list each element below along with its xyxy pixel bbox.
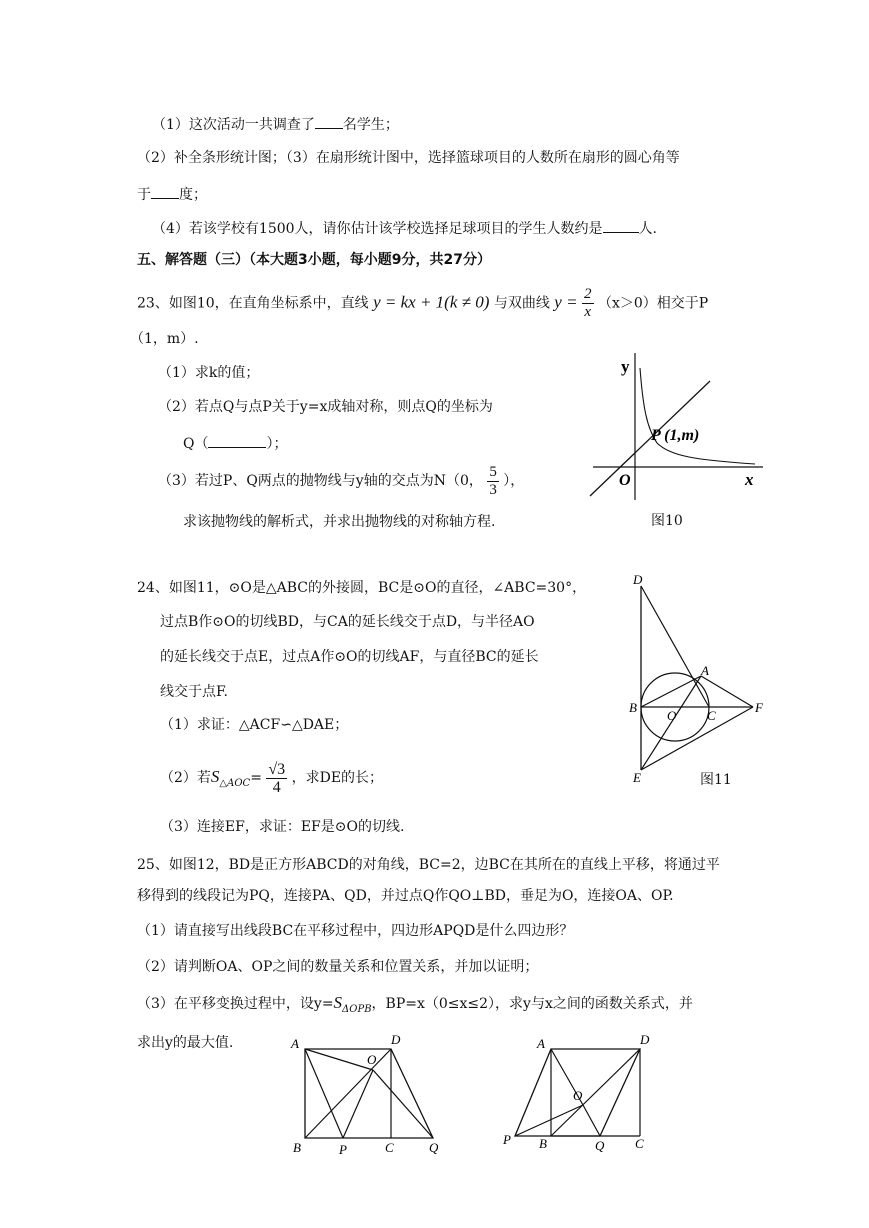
fraction-denominator: 3 xyxy=(489,481,497,498)
p25-line1: 25、如图12，BD是正方形ABCD的对角线，BC=2，边BC在其所在的直线上平移，将通过平 xyxy=(137,857,720,873)
point-c-label: C xyxy=(707,708,716,723)
q22-part4-text: （4）若该学校有1500人，请你估计该学校选择足球项目的学生人数约是 xyxy=(152,221,603,237)
p23-part3 xyxy=(158,462,524,500)
line-ap xyxy=(305,1049,343,1138)
line-ao xyxy=(305,1049,373,1070)
point-e-label: E xyxy=(633,770,641,785)
figure-11 xyxy=(625,570,770,788)
point-a-label: A xyxy=(537,1036,545,1051)
answer-blank xyxy=(603,218,639,233)
answer-blank xyxy=(151,184,179,199)
point-a-label: A xyxy=(701,663,709,678)
line-ea xyxy=(641,676,701,770)
point-c-label: C xyxy=(635,1136,644,1151)
q22-part4-tail: 人. xyxy=(638,221,657,237)
point-o-label: O xyxy=(367,1052,377,1067)
p25-part3-text: （3）在平移变换过程中，设y= xyxy=(137,996,334,1012)
p25-line2: 移得到的线段记为PQ，连接PA、QD，并过点Q作QO⊥BD，垂足为O，连接OA、OP. xyxy=(137,888,674,904)
x-axis-label: x xyxy=(745,470,754,489)
p25-part3 xyxy=(137,994,693,1019)
y-axis-label: y xyxy=(621,357,630,376)
q22-part4 xyxy=(152,218,657,238)
p23-part2-answer xyxy=(183,433,287,453)
p25-part2: （2）请判断OA、OP之间的数量关系和位置关系，并加以证明； xyxy=(137,959,539,975)
point-d-label: D xyxy=(633,572,643,587)
fraction-denominator: 4 xyxy=(272,778,281,796)
q22-part3-cont xyxy=(137,184,207,204)
p23-intro xyxy=(137,286,708,322)
point-p-label: P xyxy=(503,1132,511,1147)
figure-12-left xyxy=(285,1028,445,1160)
point-a-label: A xyxy=(291,1036,299,1051)
fraction-numerator: 5 xyxy=(489,463,497,480)
p24-line1: 24、如图11，⊙O是△ABC的外接圆，BC是⊙O的直径，∠ABC=30°， xyxy=(137,580,587,596)
point-q-label: Q xyxy=(429,1140,439,1155)
q22-part2-3: （2）补全条形统计图；（3）在扇形统计图中，选择篮球项目的人数所在扇形的圆心角等 xyxy=(137,150,680,166)
p23-part2: （2）若点Q与点P关于y=x成轴对称，则点Q的坐标为 xyxy=(158,399,493,415)
p24-part2 xyxy=(160,756,383,798)
q22-part3-cont-text: 于 xyxy=(137,187,151,203)
line-equation: y = kx + 1(k ≠ 0) xyxy=(373,292,490,312)
hyperbola-fraction xyxy=(582,286,594,321)
p23-part1: （1）求k的值； xyxy=(158,365,260,381)
p24-part3: （3）连接EF，求证：EF是⊙O的切线. xyxy=(160,819,405,835)
point-p-label: P xyxy=(339,1142,347,1157)
line-oq xyxy=(583,1105,600,1136)
point-o-label: O xyxy=(667,708,677,723)
p24-part1: （1）求证：△ACF∽△DAE； xyxy=(160,717,349,733)
line-op xyxy=(343,1070,373,1138)
area-symbol: S xyxy=(210,767,220,786)
hyperbola-lhs: y = xyxy=(554,292,578,312)
fraction-numerator: 2 xyxy=(584,286,592,302)
line-ef xyxy=(641,707,753,770)
hyperbola-curve xyxy=(640,368,755,464)
point-b-label: B xyxy=(539,1136,547,1151)
p24-part2-tail: ，求DE的长； xyxy=(291,770,384,786)
point-o-label: O xyxy=(573,1088,583,1103)
answer-blank xyxy=(315,114,343,129)
area-subscript: △AOC xyxy=(219,777,251,789)
p24-line2: 过点B作⊙O的切线BD，与CA的延长线交于点D，与半径AO xyxy=(160,614,535,630)
equals-sign: = xyxy=(250,770,262,786)
area-fraction xyxy=(266,761,287,796)
point-f-label: F xyxy=(755,700,763,715)
fraction-denominator: x xyxy=(584,304,592,320)
point-q-label: Q xyxy=(595,1138,605,1153)
q22-part1-text: （1）这次活动一共调查了 xyxy=(152,117,315,133)
figure-10-caption: 图10 xyxy=(651,513,683,529)
q22-part1-tail: 名学生； xyxy=(342,117,399,133)
diagonal-bd xyxy=(551,1049,640,1136)
origin-label: O xyxy=(619,472,631,489)
p25-part1: （1）请直接写出线段BC在平移过程中，四边形APQD是什么四边形？ xyxy=(137,923,574,939)
p25-part3-tail: ，BP=x（0≤x≤2），求y与x之间的函数关系式，并 xyxy=(371,996,693,1012)
p23-part3-line2: 求该抛物线的解析式，并求出抛物线的对称轴方程. xyxy=(183,514,496,530)
n-fraction xyxy=(487,464,499,499)
figure-12-right xyxy=(495,1028,660,1160)
p23-part2-answer-text: Q（ xyxy=(183,436,209,452)
point-d-label: D xyxy=(640,1032,650,1047)
point-p-label: P (1,m) xyxy=(651,427,700,444)
q22-part3-cont-tail: 度； xyxy=(179,187,207,203)
p23-intro-text3: （x＞0）相交于P xyxy=(597,295,709,312)
point-b-label: B xyxy=(629,700,637,715)
figure-11-caption: 图11 xyxy=(700,772,732,788)
area-symbol: S xyxy=(333,993,343,1012)
p24-part2-text: （2）若 xyxy=(160,770,211,786)
point-c-label: C xyxy=(385,1140,394,1155)
point-b-label: B xyxy=(293,1140,301,1155)
p23-intro-text2: 与双曲线 xyxy=(493,295,550,312)
line-ba xyxy=(641,676,701,707)
p23-part3-tail: ）， xyxy=(503,473,525,489)
fraction-numerator: √3 xyxy=(268,760,286,778)
answer-blank xyxy=(208,433,266,448)
section-heading: 五、解答题（三）（本大题3小题，每小题9分，共27分） xyxy=(137,252,491,268)
q22-part1 xyxy=(152,114,399,134)
p23-part2-answer-tail: ）； xyxy=(266,436,288,452)
p24-line3: 的延长线交于点E，过点A作⊙O的切线AF，与直径BC的延长 xyxy=(160,649,539,665)
p24-line4: 线交于点F. xyxy=(160,684,228,700)
area-subscript: ΔOPB xyxy=(342,1003,372,1015)
figure-10 xyxy=(585,348,770,508)
p23-intro-text: 23、如图10，在直角坐标系中，直线 xyxy=(137,295,369,312)
point-d-label: D xyxy=(391,1032,401,1047)
p25-part3-line2: 求出y的最大值. xyxy=(137,1035,234,1051)
p23-intro-line2: （1，m）. xyxy=(130,331,199,347)
line-oq xyxy=(373,1070,433,1138)
p23-part3-text: （3）若过P、Q两点的抛物线与y轴的交点为N（0， xyxy=(158,473,483,489)
